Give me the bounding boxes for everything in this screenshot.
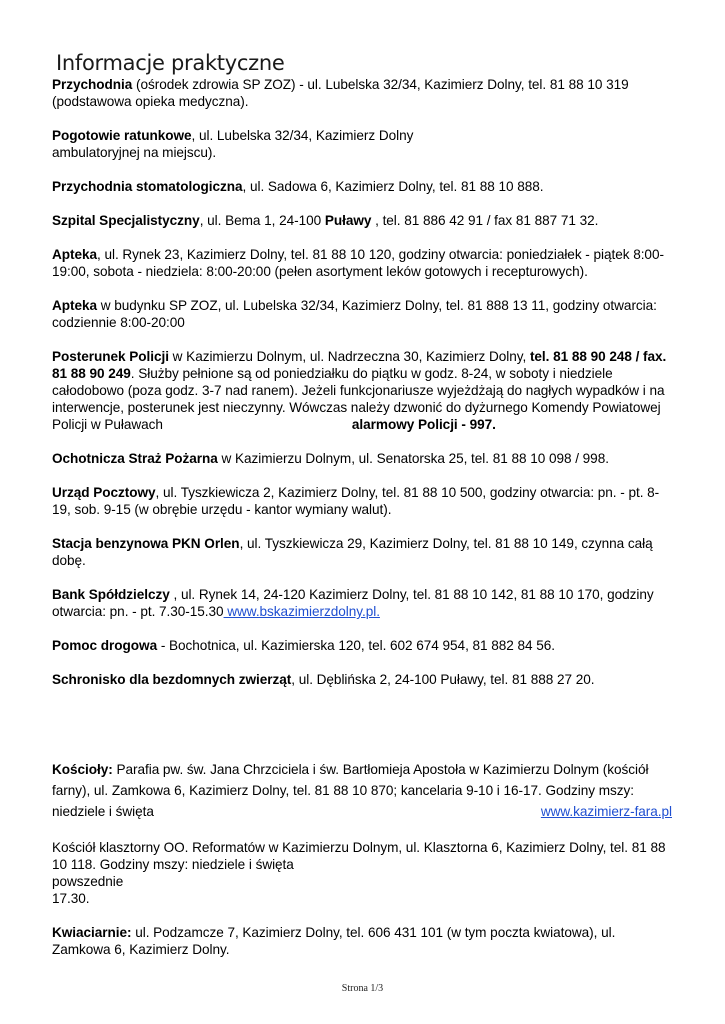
entry-koscioly-line2: farny), ul. Zamkowa 6, Kazimierz Dolny, tel. 81 88 10 870; kancelaria 9-10 i 16-17. Godziny mszy: (52, 783, 634, 798)
entry-przychodnia-name: Przychodnia (52, 77, 133, 92)
entry-schronisko (52, 671, 672, 688)
page-title: Informacje praktyczne (56, 51, 285, 75)
entry-koscioly-text1: Parafia pw. św. Jana Chrzciciela i św. Bartłomieja Apostoła w Kazimierzu Dolnym (kościół (112, 762, 649, 777)
entry-koscioly (52, 759, 672, 822)
entry-szpital (52, 212, 672, 229)
entry-stomatologia-text: , ul. Sadowa 6, Kazimierz Dolny, tel. 81 88 10 888. (242, 179, 544, 194)
entry-poczta-name: Urząd Pocztowy (52, 485, 156, 500)
entry-klasztor-text3: 17.30. (52, 891, 90, 906)
entry-policja-text2: . Służby pełnione są od poniedziałku do piątku w godz. 8-24, w soboty i niedziele całodobowo (poza godz. 3-7 nad ranem). Jeżeli funkcjonariusze wyjeżdżają do nagłych wypadków i na interwencje, posterunek jest nieczynny. Wówczas należy dzwonić do dyżurnego Komendy Powiatowej Policji w Puławach (52, 366, 665, 432)
entry-bank (52, 586, 672, 620)
entry-szpital-name: Szpital Specjalistyczny (52, 213, 200, 228)
entry-pogotowie-text1: , ul. Lubelska 32/34, Kazimierz Dolny (191, 128, 414, 143)
entry-policja-text1: w Kazimierzu Dolnym, ul. Nadrzeczna 30, Kazimierz Dolny, (168, 349, 530, 364)
entry-pomoc-drogowa-name: Pomoc drogowa (52, 638, 158, 653)
entry-koscioly-text3: niedziele i święta (52, 804, 154, 819)
entry-apteka-spzoz-name: Apteka (52, 298, 98, 313)
entry-klasztor-text2: powszednie (52, 874, 124, 889)
entry-apteka-rynek-text: , ul. Rynek 23, Kazimierz Dolny, tel. 81 88 10 120, godziny otwarcia: poniedziałek - piątek 8:00-19:00, sobota - niedziela: 8:00-20:00 (pełen asortyment leków gotowych i recepturowych). (52, 247, 664, 279)
entry-przychodnia (52, 76, 672, 110)
entry-kwiaciarnie-text: ul. Podzamcze 7, Kazimierz Dolny, tel. 606 431 101 (w tym poczta kwiatowa), ul. Zamkowa 6, Kazimierz Dolny. (52, 925, 616, 957)
entry-schronisko-text: , ul. Dęblińska 2, 24-100 Puławy, tel. 81 888 27 20. (291, 672, 595, 687)
entry-straz-name: Ochotnicza Straż Pożarna (52, 451, 218, 466)
entry-schronisko-name: Schronisko dla bezdomnych zwierząt (52, 672, 292, 687)
entry-bank-text: , ul. Rynek 14, 24-120 Kazimierz Dolny, tel. 81 88 10 142, 81 88 10 170, godziny otwarcia: pn. - pt. 7.30-15.30 (52, 587, 654, 619)
entry-stacja-text: , ul. Tyszkiewicza 29, Kazimierz Dolny, tel. 81 88 10 149, czynna całą dobę. (52, 536, 653, 568)
entry-apteka-rynek-name: Apteka (52, 247, 98, 262)
entry-kwiaciarnie-name: Kwiaciarnie: (52, 925, 132, 940)
entry-przychodnia-text: (ośrodek zdrowia SP ZOZ) - ul. Lubelska 32/34, Kazimierz Dolny, tel. 81 88 10 319 (podstawowa opieka medyczna). (52, 77, 629, 109)
entry-policja (52, 348, 672, 433)
entry-koscioly-name: Kościoły: (52, 762, 113, 777)
entry-klasztor (52, 839, 672, 907)
entry-koscioly-line1 (52, 759, 672, 780)
entry-stacja-name: Stacja benzynowa PKN Orlen (52, 536, 240, 551)
entry-pogotowie-name: Pogotowie ratunkowe (52, 128, 192, 143)
entry-szpital-city: Puławy (324, 213, 372, 228)
entry-policja-name: Posterunek Policji (52, 349, 169, 364)
entry-bank-name: Bank Spółdzielczy (52, 587, 170, 602)
entry-pomoc-drogowa-text: - Bochotnica, ul. Kazimierska 120, tel. 602 674 954, 81 882 84 56. (157, 638, 556, 653)
entry-apteka-spzoz-text: w budynku SP ZOZ, ul. Lubelska 32/34, Kazimierz Dolny, tel. 81 888 13 11, godziny otwarcia: codziennie 8:00-20:00 (52, 298, 657, 330)
entry-pogotowie-text2: ambulatoryjnej na miejscu). (52, 145, 217, 160)
entry-stacja (52, 535, 672, 569)
entry-pomoc-drogowa (52, 637, 672, 654)
entry-policja-phones: tel. 81 88 90 248 / fax. 81 88 90 249 (52, 349, 667, 381)
entry-poczta-text: , ul. Tyszkiewicza 2, Kazimierz Dolny, tel. 81 88 10 500, godziny otwarcia: pn. - pt. 8-19, sob. 9-15 (w obrębie urzędu - kantor wymiany walut). (52, 485, 660, 517)
entry-szpital-text2: , tel. 81 886 42 91 / fax 81 887 71 32. (371, 213, 599, 228)
entry-szpital-text1: , ul. Bema 1, 24-100 (199, 213, 325, 228)
entry-kwiaciarnie (52, 924, 672, 958)
entry-stomatologia (52, 178, 672, 195)
page-number: Strona 1/3 (341, 983, 384, 994)
entry-pogotowie (52, 127, 672, 161)
entry-koscioly-line3 (52, 801, 672, 822)
entry-apteka-spzoz (52, 297, 672, 331)
entry-straz-text: w Kazimierzu Dolnym, ul. Senatorska 25, tel. 81 88 10 098 / 998. (217, 451, 609, 466)
entry-straz (52, 450, 672, 467)
entry-apteka-rynek (52, 246, 672, 280)
document-page (52, 50, 672, 958)
bank-website-link[interactable]: www.bskazimierzdolny.pl. (223, 604, 380, 619)
entry-klasztor-text1: Kościół klasztorny OO. Reformatów w Kazimierzu Dolnym, ul. Klasztorna 6, Kazimierz Dolny, tel. 81 88 10 118. Godziny mszy: niedziele i święta (52, 840, 666, 872)
entry-stomatologia-name: Przychodnia stomatologiczna (52, 179, 243, 194)
entry-poczta (52, 484, 672, 518)
parish-website-link[interactable]: www.kazimierz-fara.pl (540, 804, 672, 819)
entry-policja-alarm: alarmowy Policji - 997. (351, 417, 496, 432)
